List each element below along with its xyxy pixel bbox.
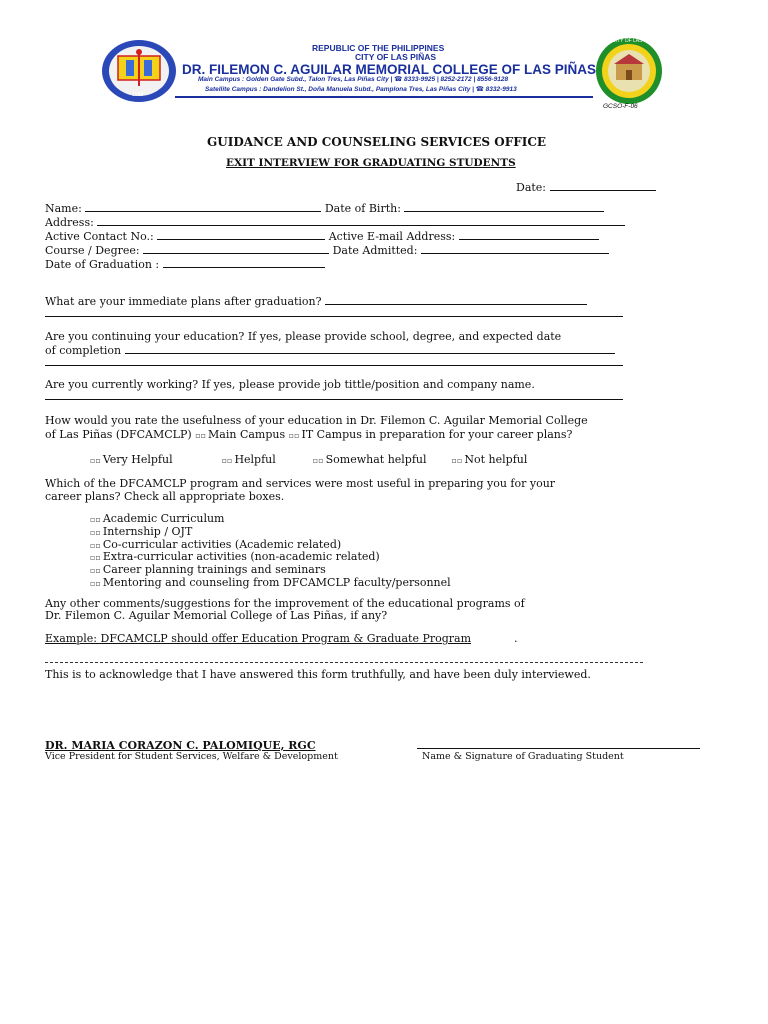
city-seal-icon <box>594 36 664 106</box>
course-field[interactable] <box>143 243 329 254</box>
student-signature-line[interactable] <box>417 748 700 749</box>
contact-label: Active Contact No.: <box>45 230 154 243</box>
student-signature-label: Name & Signature of Graduating Student <box>422 751 624 762</box>
service-checkbox[interactable]: ▫▫ <box>90 553 101 563</box>
admitted-label: Date Admitted: <box>332 244 418 257</box>
example-period: . <box>514 632 518 645</box>
rating-somewhat-helpful: Somewhat helpful <box>325 453 427 466</box>
q4-pre: of Las Piñas (DFCAMCLP) <box>45 428 192 441</box>
satellite-campus-text: Satellite Campus : Dandelion St., Doña Manuela Subd., Pamplona Tres, Las Piñas City | ☎ 8332-9913 <box>205 86 517 93</box>
graduation-row <box>45 257 325 271</box>
service-checkbox[interactable]: ▫▫ <box>90 527 101 537</box>
rating-options <box>90 453 527 466</box>
q5-row-2: career plans? Check all appropriate boxes. <box>45 490 285 503</box>
it-campus-label: IT Campus in preparation for your career plans? <box>301 428 573 441</box>
dob-label: Date of Birth: <box>324 202 401 215</box>
date-field[interactable] <box>550 180 656 191</box>
q6-row-2: Dr. Filemon C. Aguilar Memorial College of Las Piñas, if any? <box>45 609 388 622</box>
q2-row-2 <box>45 343 615 357</box>
q2b-text: of completion <box>45 344 122 357</box>
address-label: Address: <box>45 216 94 229</box>
office-title: GUIDANCE AND COUNSELING SERVICES OFFICE <box>207 135 547 149</box>
services-list <box>90 513 451 590</box>
email-label: Active E-mail Address: <box>328 230 456 243</box>
admitted-field[interactable] <box>421 243 609 254</box>
rating-not-helpful: Not helpful <box>464 453 528 466</box>
graduation-field[interactable] <box>163 257 325 268</box>
list-item: ▫▫ Mentoring and counseling from DFCAMCLP faculty/personnel <box>90 575 451 589</box>
city-text: CITY OF LAS PIÑAS <box>355 52 437 62</box>
service-checkbox[interactable]: ▫▫ <box>90 515 101 524</box>
question-currently-working: Are you currently working? If yes, please provide job tittle/position and company name. <box>45 378 535 391</box>
question-continuing-education: Are you continuing your education? If yes, please provide school, degree, and expected date <box>45 330 562 343</box>
name-field[interactable] <box>85 201 321 212</box>
form-title: EXIT INTERVIEW FOR GRADUATING STUDENTS <box>226 157 516 169</box>
it-campus-checkbox[interactable]: ▫▫ <box>288 431 300 440</box>
course-label: Course / Degree: <box>45 244 140 257</box>
list-item: ▫▫ Academic Curriculum <box>90 512 225 525</box>
date-row <box>516 180 656 194</box>
contact-row <box>45 229 599 243</box>
seal-year: 1998 <box>132 92 144 98</box>
list-item: ▫▫ Internship / OJT <box>90 524 193 538</box>
example-text: Example: DFCAMCLP should offer Education Program & Graduate Program <box>45 632 472 645</box>
rating-checkbox[interactable]: ▫▫ <box>90 456 101 465</box>
form-code: GCSO-F-06 <box>603 103 638 110</box>
contact-field[interactable] <box>157 229 325 240</box>
acknowledgement: This is to acknowledge that I have answered this form truthfully, and have been duly interviewed. <box>45 668 591 681</box>
question-usefulness: How would you rate the usefulness of your education in Dr. Filemon C. Aguilar Memorial College <box>45 414 588 427</box>
q4-row-2 <box>45 428 572 441</box>
vp-title: Vice President for Student Services, Welfare & Development <box>45 751 338 762</box>
q2-field[interactable] <box>125 343 615 354</box>
q1-field-2[interactable] <box>45 316 623 317</box>
service-checkbox[interactable]: ▫▫ <box>90 578 101 588</box>
rating-checkbox[interactable]: ▫▫ <box>451 456 463 465</box>
service-checkbox[interactable]: ▫▫ <box>90 540 101 550</box>
rating-helpful: Helpful <box>234 453 276 466</box>
q2-field-2[interactable] <box>45 365 623 366</box>
main-campus-checkbox[interactable]: ▫▫ <box>195 431 207 440</box>
city-seal-text: CITY OF LAS PIÑAS <box>612 38 659 44</box>
email-field[interactable] <box>459 229 599 240</box>
vp-name: DR. MARIA CORAZON C. PALOMIQUE, RGC <box>45 739 316 752</box>
q1-text: What are your immediate plans after graduation? <box>45 295 322 308</box>
name-label: Name: <box>45 202 82 215</box>
course-row <box>45 243 609 257</box>
q3-field[interactable] <box>45 399 623 400</box>
dob-field[interactable] <box>404 201 604 212</box>
main-campus-text: Main Campus : Golden Gate Subd., Talon Tres, Las Piñas City | ☎ 8333-9925 | 8252-2172 | 8556-9128 <box>198 76 509 83</box>
rating-checkbox[interactable]: ▫▫ <box>312 456 324 465</box>
address-field[interactable] <box>97 215 625 226</box>
header-rule <box>175 96 593 98</box>
list-item: ▫▫ Co-curricular activities (Academic related) <box>90 537 342 551</box>
question-programs: Which of the DFCAMCLP program and services were most useful in preparing you for your <box>45 477 556 490</box>
question-comments: Any other comments/suggestions for the improvement of the educational programs of <box>45 597 525 610</box>
q1-field[interactable] <box>325 294 587 305</box>
list-item: ▫▫ Extra-curricular activities (non-academic related) <box>90 550 380 564</box>
rating-checkbox[interactable]: ▫▫ <box>221 456 233 465</box>
list-item: ▫▫ Career planning trainings and seminars <box>90 563 326 577</box>
main-campus-label: Main Campus <box>208 428 286 441</box>
rating-very-helpful: Very Helpful <box>102 453 173 466</box>
address-row <box>45 215 625 229</box>
name-row <box>45 201 604 215</box>
question-immediate-plans <box>45 294 587 308</box>
divider <box>45 662 643 663</box>
graduation-label: Date of Graduation : <box>45 258 160 271</box>
republic-text: REPUBLIC OF THE PHILIPPINES <box>312 43 445 53</box>
date-label: Date: <box>516 181 547 194</box>
service-checkbox[interactable]: ▫▫ <box>90 566 101 576</box>
college-name: DR. FILEMON C. AGUILAR MEMORIAL COLLEGE OF LAS PIÑAS <box>182 62 596 77</box>
